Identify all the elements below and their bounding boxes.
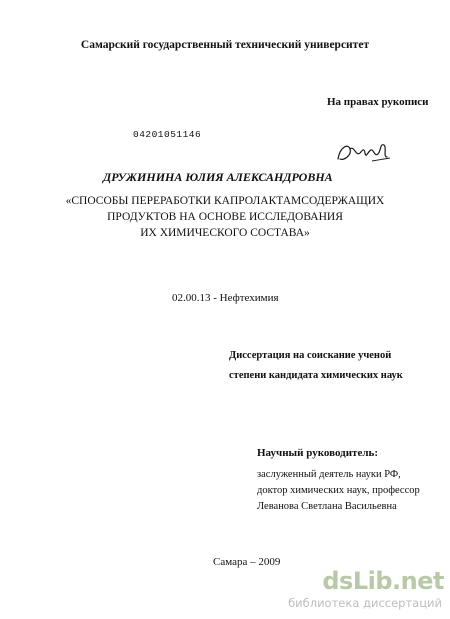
watermark-sub: библиотека диссертаций xyxy=(288,596,442,610)
registration-code: 04201051146 xyxy=(133,129,202,140)
supervisor-line: заслуженный деятель науки РФ, xyxy=(257,469,401,480)
watermark-logo xyxy=(254,567,444,613)
author-name: ДРУЖИНИНА ЮЛИЯ АЛЕКСАНДРОВНА xyxy=(103,170,333,184)
dissertation-title xyxy=(0,193,450,241)
degree-line: степени кандидата химических наук xyxy=(229,370,403,381)
city-year: Самара – 2009 xyxy=(213,556,281,568)
supervisor-line: доктор химических наук, профессор xyxy=(257,485,420,496)
dissertation-degree xyxy=(229,346,403,386)
degree-line: Диссертация на соискание ученой xyxy=(229,350,392,361)
supervisor-details xyxy=(257,467,420,515)
handwritten-signature xyxy=(334,137,392,171)
title-line: ПРОДУКТОВ НА ОСНОВЕ ИССЛЕДОВАНИЯ xyxy=(107,211,343,223)
title-line: «СПОСОБЫ ПЕРЕРАБОТКИ КАПРОЛАКТАМСОДЕРЖАЩИХ xyxy=(65,195,385,207)
supervisor-line: Леванова Светлана Васильевна xyxy=(257,501,397,512)
watermark-main: dsLib.net xyxy=(322,567,444,595)
supervisor-heading: Научный руководитель: xyxy=(257,447,378,459)
university-name: Самарский государственный технический университет xyxy=(80,39,370,51)
specialty-code: 02.00.13 - Нефтехимия xyxy=(172,292,279,304)
rights-notice: На правах рукописи xyxy=(327,96,429,108)
title-line: ИХ ХИМИЧЕСКОГО СОСТАВА» xyxy=(140,227,310,239)
